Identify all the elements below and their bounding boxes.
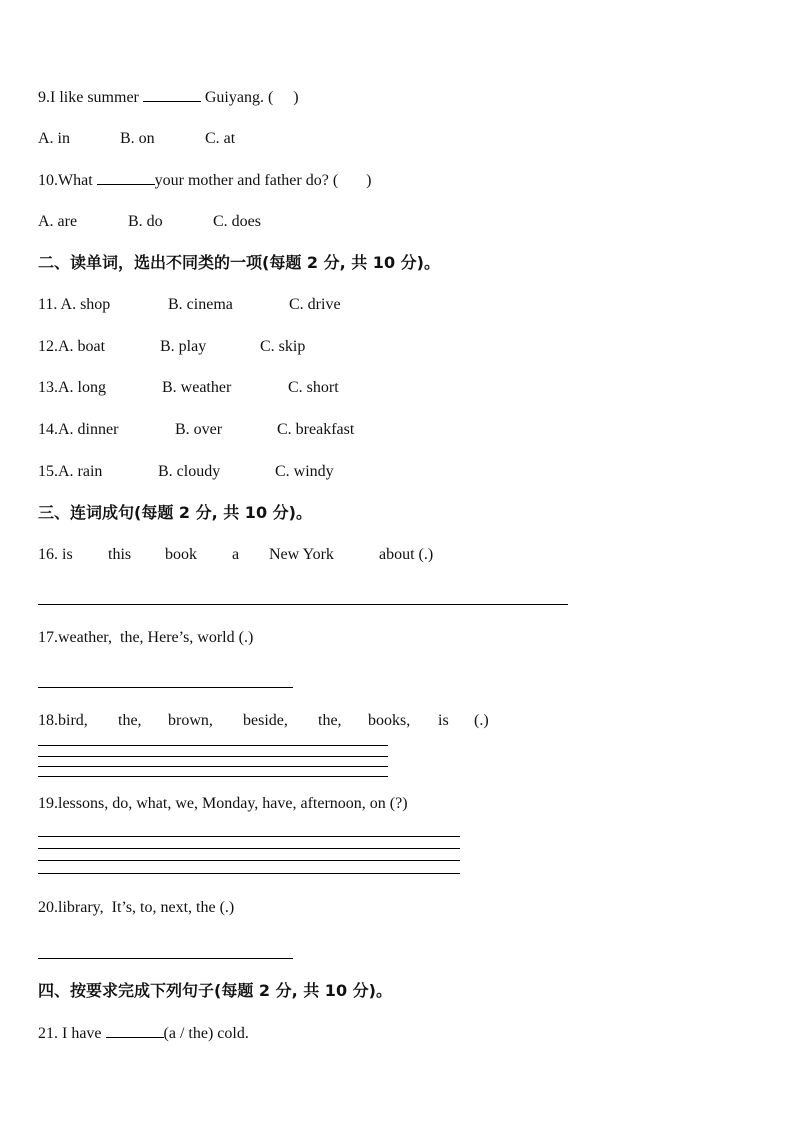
answer-line[interactable] <box>38 860 460 861</box>
q11-option-a: 11. A. shop <box>38 296 111 313</box>
answer-blank[interactable] <box>97 170 155 185</box>
answer-line[interactable] <box>38 687 293 688</box>
question-19: 19.lessons, do, what, we, Monday, have, afternoon, on (?) <box>38 795 408 812</box>
q13-option-c: C. short <box>288 379 339 396</box>
q12-option-b: B. play <box>160 338 207 355</box>
section-4-heading: 四、按要求完成下列句子(每题 2 分, 共 10 分)。 <box>38 981 392 1000</box>
q10-text-end: your mother and father do? ( ) <box>154 172 372 189</box>
answer-blank[interactable] <box>106 1023 164 1038</box>
q9-text-start: 9.I like summer <box>38 89 143 106</box>
answer-line[interactable] <box>38 604 568 605</box>
q9-text-end: Guiyang. ( ) <box>200 89 299 106</box>
q16-word: about (.) <box>379 546 434 563</box>
q18-word: brown, <box>168 712 213 729</box>
q12-option-c: C. skip <box>260 338 306 355</box>
answer-line[interactable] <box>38 836 460 837</box>
q15-option-b: B. cloudy <box>158 463 221 480</box>
question-9 <box>38 87 299 108</box>
question-21 <box>38 1023 249 1044</box>
q13-option-a: 13.A. long <box>38 379 106 396</box>
question-17: 17.weather, the, Here’s, world (.) <box>38 629 254 646</box>
q13-option-b: B. weather <box>162 379 232 396</box>
q18-word: the, <box>118 712 142 729</box>
q15-option-a: 15.A. rain <box>38 463 103 480</box>
q18-word: is <box>438 712 449 729</box>
q16-word: 16. is <box>38 546 73 563</box>
section-2-heading: 二、读单词，选出不同类的一项(每题 2 分, 共 10 分)。 <box>38 253 440 272</box>
q18-word: (.) <box>474 712 489 729</box>
q18-word: beside, <box>243 712 288 729</box>
q18-word: the, <box>318 712 342 729</box>
q12-option-a: 12.A. boat <box>38 338 106 355</box>
q16-word: New York <box>269 546 334 563</box>
q16-word: this <box>108 546 132 563</box>
answer-line[interactable] <box>38 766 388 767</box>
q14-option-b: B. over <box>175 421 223 438</box>
q14-option-a: 14.A. dinner <box>38 421 119 438</box>
section-3-heading: 三、连词成句(每题 2 分, 共 10 分)。 <box>38 503 312 522</box>
q21-text-start: 21. I have <box>38 1025 106 1042</box>
question-20: 20.library, It’s, to, next, the (.) <box>38 899 235 916</box>
q16-word: a <box>232 546 240 563</box>
question-10 <box>38 170 371 191</box>
q15-option-c: C. windy <box>275 463 334 480</box>
q16-word: book <box>165 546 197 563</box>
answer-line[interactable] <box>38 756 388 757</box>
option-c: C. does <box>213 213 261 230</box>
answer-line[interactable] <box>38 745 388 746</box>
q11-option-b: B. cinema <box>168 296 233 313</box>
q14-option-c: C. breakfast <box>277 421 355 438</box>
answer-line[interactable] <box>38 776 388 777</box>
answer-line[interactable] <box>38 848 460 849</box>
q21-text-end: (a / the) cold. <box>163 1025 249 1042</box>
option-b: B. on <box>120 130 155 147</box>
option-a: A. in <box>38 130 70 147</box>
q18-word: 18.bird, <box>38 712 88 729</box>
q18-word: books, <box>368 712 411 729</box>
option-a: A. are <box>38 213 78 230</box>
answer-blank[interactable] <box>143 87 201 102</box>
answer-line[interactable] <box>38 958 293 959</box>
q11-option-c: C. drive <box>289 296 341 313</box>
option-b: B. do <box>128 213 163 230</box>
answer-line[interactable] <box>38 873 460 874</box>
q10-text-start: 10.What <box>38 172 97 189</box>
option-c: C. at <box>205 130 236 147</box>
